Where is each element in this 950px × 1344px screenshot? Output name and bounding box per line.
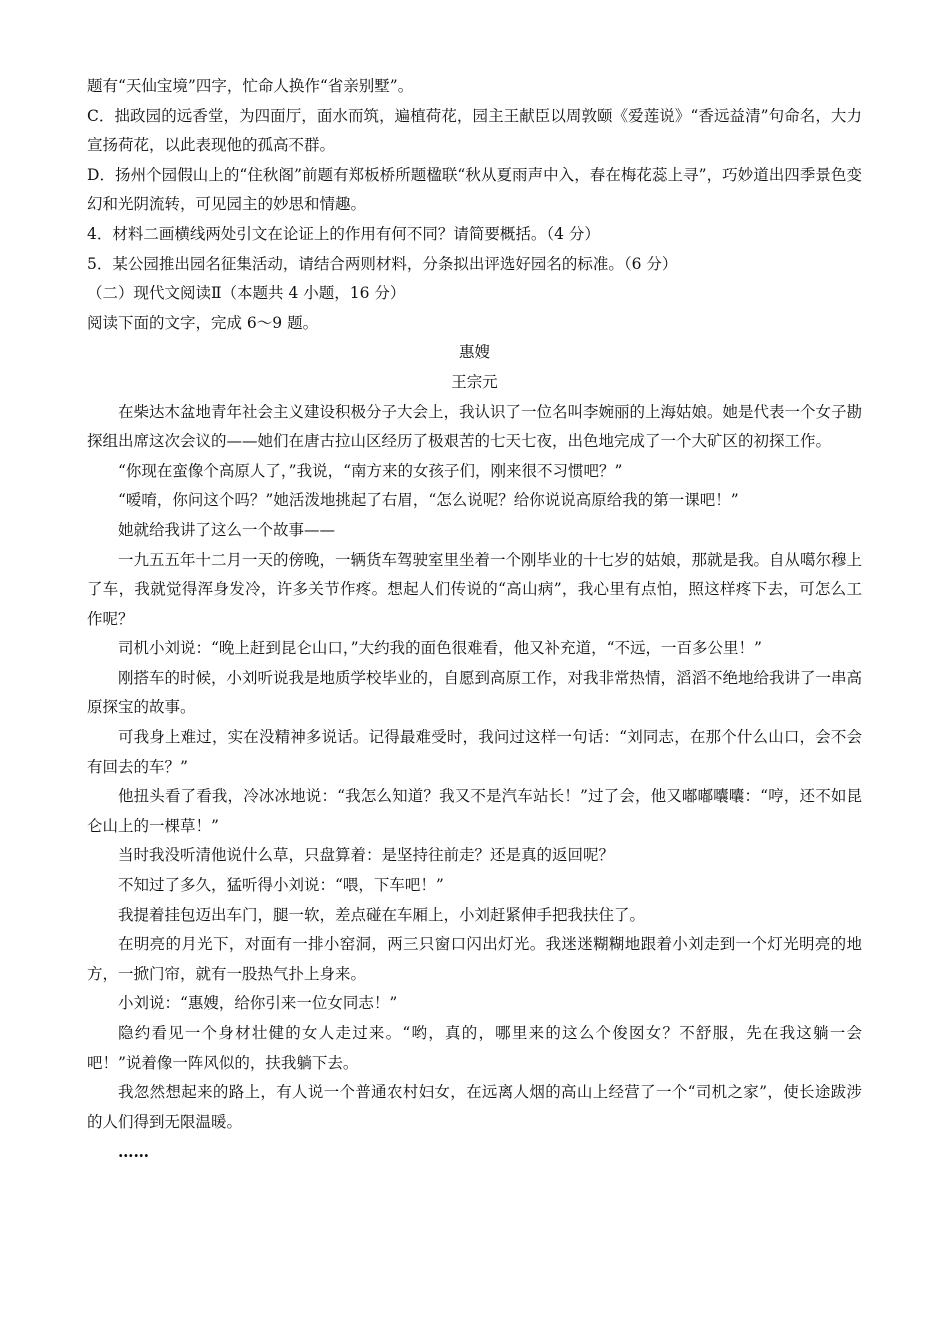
article-paragraph: 在柴达木盆地青年社会主义建设积极分子大会上，我认识了一位名叫李婉丽的上海姑娘。她是代表一个女子勘探组出席这次会议的——她们在唐古拉山区经历了极艰苦的七天七夜，出色地完成了一个大矿区的初探工作。 — [87, 402, 863, 451]
article-title: 惠嫂 — [458, 343, 490, 362]
question-5: 5．某公园推出园名征集活动，请结合两则材料，分条拟出评选好园名的标准。（6 分） — [87, 254, 678, 273]
question-4: 4．材料二画横线两处引文在论证上的作用有何不同？请简要概括。（4 分） — [87, 224, 600, 243]
article-paragraph: 司机小刘说：“晚上赶到昆仑山口，”大约我的面色很难看，他又补充道，“不远，一百多公里！” — [118, 639, 762, 658]
section-heading: （二）现代文阅读Ⅱ（本题共 4 小题，16 分） — [87, 284, 406, 303]
article-paragraph: 在明亮的月光下，对面有一排小窑洞，两三只窗口闪出灯光。我迷迷糊糊地跟着小刘走到一个灯光明亮的地方，一掀门帘，就有一股热气扑上身来。 — [87, 935, 862, 983]
article-paragraph: 当时我没听清他说什么草，只盘算着：是坚持往前走？还是真的返回呢？ — [118, 846, 615, 865]
option-b-continuation: 题有“天仙宝境”四字，忙命人换作“省亲别墅”。 — [87, 77, 414, 95]
option-c: C．拙政园的远香堂，为四面厅，面水而筑，遍植荷花，园主王献臣以周敦颐《爱莲说》“香远益清”句命名，大力宣扬荷花，以此表现他的孤高不群。 — [87, 106, 862, 155]
article-paragraph: “你现在蛮像个高原人了，”我说，“南方来的女孩子们，刚来很不习惯吧？” — [118, 461, 623, 480]
article-ellipsis: …… — [118, 1142, 149, 1162]
article-paragraph: 他扭头看了看我，冷冰冰地说：“我怎么知道？我又不是汽车站长！”过了会，他又嘟嘟囔囔：“哼，还不如昆仑山上的一棵草！” — [87, 787, 862, 835]
option-d: D．扬州个园假山上的“住秋阁”前题有郑板桥所题楹联“秋从夏雨声中入，春在梅花蕊上寻”，巧妙道出四季景色变幻和光阴流转，可见园主的妙思和情趣。 — [87, 165, 862, 214]
article-paragraph: 可我身上难过，实在没精神多说话。记得最难受时，我问过这样一句话：“刘同志，在那个什么山口，会不会有回去的车？” — [87, 728, 862, 776]
article-author: 王宗元 — [451, 372, 498, 391]
article-paragraph: 小刘说：“惠嫂，给你引来一位女同志！” — [118, 994, 398, 1013]
article-paragraph: “嗳唷，你问这个吗？”她活泼地挑起了右眉，“怎么说呢？给你说说高原给我的第一课吧！” — [118, 491, 739, 510]
article-paragraph: 一九五五年十二月一天的傍晚，一辆货车驾驶室里坐着一个刚毕业的十七岁的姑娘，那就是我。自从噶尔穆上了车，我就觉得浑身发冷，许多关节作疼。想起人们传说的“高山病”，我心里有点怕，照这样疼下去，可怎么工作呢？ — [87, 550, 863, 628]
reading-instruction: 阅读下面的文字，完成 6～9 题。 — [87, 313, 319, 332]
article-paragraph: 我忽然想起来的路上，有人说一个普通农村妇女，在远离人烟的高山上经营了一个“司机之家”，使长途跋涉的人们得到无限温暖。 — [87, 1083, 862, 1131]
article-paragraph: 刚搭车的时候，小刘听说我是地质学校毕业的，自愿到高原工作，对我非常热情，滔滔不绝地给我讲了一串高原探宝的故事。 — [87, 668, 863, 717]
document-page — [87, 72, 862, 1167]
article-paragraph: 我提着挂包迈出车门，腿一软，差点碰在车厢上，小刘赶紧伸手把我扶住了。 — [118, 905, 646, 924]
article-paragraph: 她就给我讲了这么一个故事—— — [118, 520, 336, 539]
article-paragraph: 隐约看见一个身材壮健的女人走过来。“哟，真的，哪里来的这么个俊囡女？不舒服，先在我这躺一会吧！”说着像一阵风似的，扶我躺下去。 — [87, 1024, 862, 1072]
article-paragraph: 不知过了多久，猛听得小刘说：“喂，下车吧！” — [118, 876, 444, 895]
